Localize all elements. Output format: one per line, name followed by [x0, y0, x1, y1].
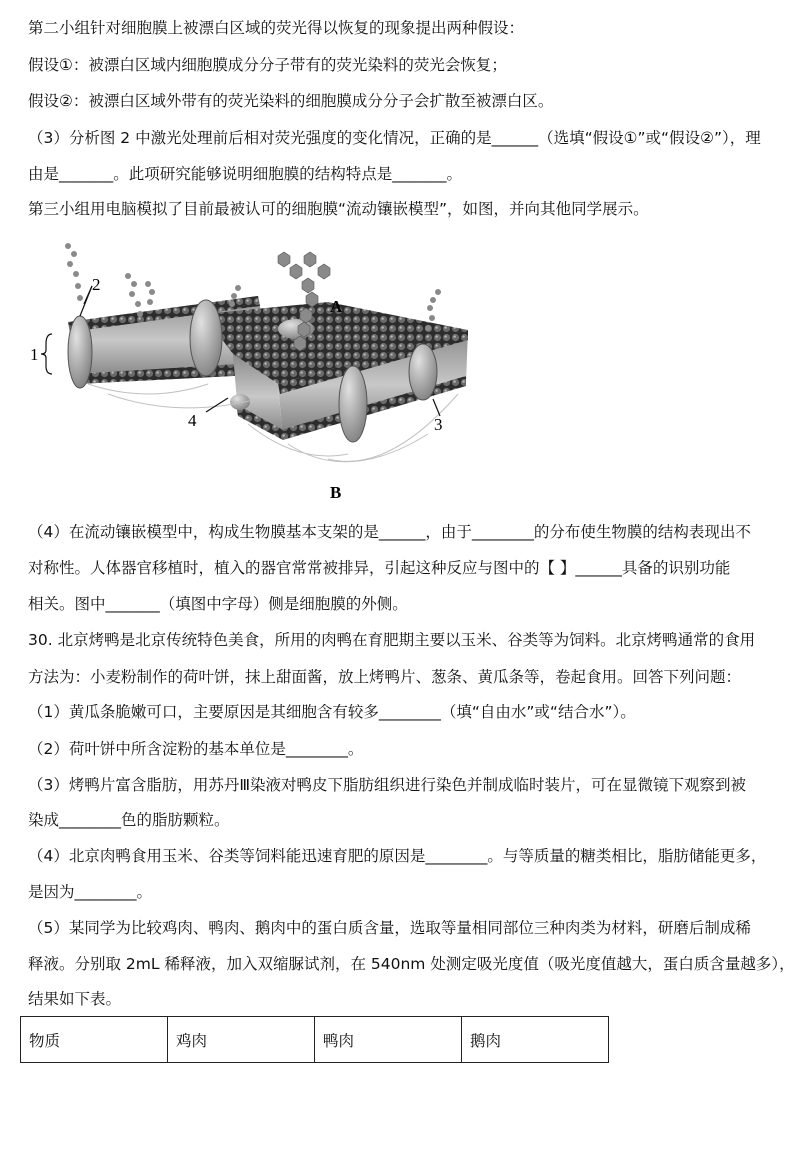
table-header-cell: 物质: [21, 1017, 168, 1063]
label-3: 3: [434, 415, 443, 434]
table-header-cell: 鹅肉: [462, 1017, 609, 1063]
paragraph-line: （2）荷叶饼中所含淀粉的基本单位是________。: [28, 740, 364, 758]
label-B: B: [330, 483, 342, 502]
paragraph-line: （1）黄瓜条脆嫩可口，主要原因是其细胞含有较多________（填“自由水”或“结合水”）。: [28, 703, 636, 721]
membrane-diagram: [28, 234, 478, 506]
protein-front: [339, 366, 367, 442]
label-1: 1: [30, 345, 39, 364]
paragraph-line: （4）北京肉鸭食用玉米、谷类等饲料能迅速育肥的原因是________。与等质量的糖类相比，脂肪储能更多，: [28, 847, 767, 865]
result-table: [20, 1016, 609, 1063]
paragraph-line: 第二小组针对细胞膜上被漂白区域的荧光得以恢复的现象提出两种假设：: [28, 19, 525, 37]
protein-left: [68, 316, 92, 388]
paragraph-line: 假设①：被漂白区域内细胞膜成分分子带有的荧光染料的荧光会恢复；: [28, 56, 507, 74]
paragraph-line: 对称性。人体器官移植时，植入的器官常常被排异，引起这种反应与图中的【 】______具备的识别功能: [28, 559, 731, 577]
table-row: [21, 1017, 609, 1063]
label-4: 4: [188, 411, 197, 430]
paragraph-line: 方法为：小麦粉制作的荷叶饼，抹上甜面酱，放上烤鸭片、葱条、黄瓜条等，卷起食用。回答下列问题：: [28, 668, 742, 686]
label-A: A: [330, 297, 343, 316]
paragraph-line: 相关。图中_______（填图中字母）侧是细胞膜的外侧。: [28, 595, 408, 613]
paragraph-line: 30. 北京烤鸭是北京传统特色美食，所用的肉鸭在育肥期主要以玉米、谷类等为饲料。北京烤鸭通常的食用: [28, 631, 756, 649]
paragraph-line: （5）某同学为比较鸡肉、鸭肉、鹅肉中的蛋白质含量，选取等量相同部位三种肉类为材料，研磨后制成稀: [28, 919, 751, 937]
protein-right: [409, 344, 437, 400]
paragraph-line: 释液。分别取 2mL 稀释液，加入双缩脲试剂，在 540nm 处测定吸光度值（吸光度值越大，蛋白质含量越多），: [28, 955, 795, 973]
paragraph-line: 是因为________。: [28, 883, 153, 901]
paragraph-line: 第三小组用电脑模拟了目前最被认可的细胞膜“流动镶嵌模型”，如图，并向其他同学展示。: [28, 200, 649, 218]
paragraph-line: 由是_______。此项研究能够说明细胞膜的结构特点是_______。: [28, 165, 463, 183]
paragraph-line: （4）在流动镶嵌模型中，构成生物膜基本支架的是______，由于________的分布使生物膜的结构表现出不: [28, 523, 751, 541]
paragraph-line: 假设②：被漂白区域外带有的荧光染料的细胞膜成分分子会扩散至被漂白区。: [28, 92, 554, 110]
protein-center: [190, 300, 222, 376]
paragraph-line: 染成________色的脂肪颗粒。: [28, 811, 230, 829]
label-2: 2: [92, 275, 101, 294]
paragraph-line: （3）分析图 2 中激光处理前后相对荧光强度的变化情况，正确的是______（选填“假设①”或“假设②”），理: [28, 129, 761, 147]
paragraph-line: 结果如下表。: [28, 990, 122, 1008]
table-header-cell: 鸡肉: [168, 1017, 315, 1063]
table-header-cell: 鸭肉: [315, 1017, 462, 1063]
paragraph-line: （3）烤鸭片富含脂肪，用苏丹Ⅲ染液对鸭皮下脂肪组织进行染色并制成临时装片，可在显微镜下观察到被: [28, 776, 747, 794]
